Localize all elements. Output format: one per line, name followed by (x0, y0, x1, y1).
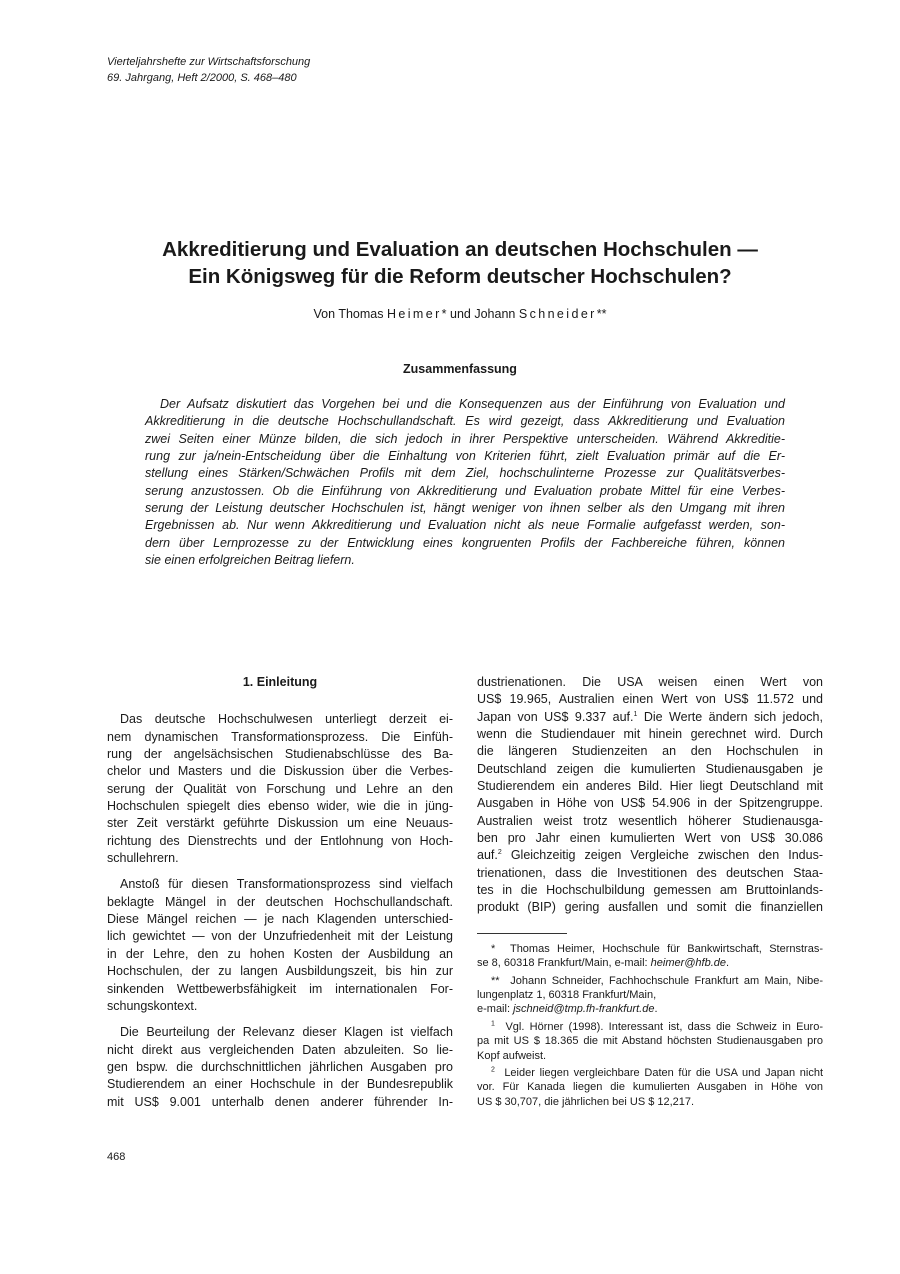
paragraph-3 (107, 1024, 453, 1111)
footnote-line: Kopf aufweist. (477, 1049, 547, 1062)
footnote-line: pa mit US $ 18.365 die mit Abstand höchsten Studienausgaben pro (477, 1035, 823, 1048)
text-line: in der Lehre, den zu hohen Kosten der Ausbildung an (107, 946, 453, 961)
paragraph-2 (107, 876, 453, 1015)
footnote-line: * Thomas Heimer, Hochschule für Bankwirtschaft, Sternstras- (491, 942, 823, 955)
abstract-line: dern über Lernprozesse zu der Entwicklung eines kongruenten Profils der Fachbereiche führen, können (145, 535, 785, 550)
abstract-heading: Zusammenfassung (403, 362, 517, 376)
author-2-footnote-mark: ** (596, 307, 607, 321)
footnote-line: ** Johann Schneider, Fachhochschule Frankfurt am Main, Nibe- (491, 974, 823, 987)
text-line: Hochschulen spiegelt dies ebenso wider, wie die in jüng- (107, 799, 453, 814)
text-line: Die Beurteilung der Relevanz dieser Klagen ist vielfach (120, 1025, 453, 1040)
text-line: schullehrern. (107, 851, 179, 866)
article-title (100, 236, 820, 290)
abstract-line: Akkreditierung in die deutsche Hochschullandschaft. Es wird gezeigt, dass Akkreditierung und Evaluation (145, 414, 785, 429)
footnote-1 (477, 1020, 823, 1063)
text-line: Ausgaben in Höhe von US$ 54.906 in der Spitzengruppe. (477, 796, 823, 811)
abstract-line: sie einen erfolgreichen Beitrag liefern. (145, 553, 355, 568)
journal-header (107, 54, 310, 86)
footnote-double-star (477, 974, 823, 1017)
email-link[interactable]: jschneid@tmp.fh-frankfurt.de (513, 1003, 655, 1016)
text-line: rung der angelsächsischen Studienabschlüsse des Ba- (107, 747, 453, 762)
footnotes (477, 942, 823, 1109)
paragraph-1 (107, 711, 453, 867)
title-line-1: Akkreditierung und Evaluation an deutschen Hochschulen — (162, 238, 758, 261)
author-prefix: Von Thomas (313, 307, 384, 321)
abstract-line: rung zur ja/nein-Entscheidung über die Einhaltung von Kriterien führt, zielt Evaluation primär auf die Er- (145, 449, 785, 464)
section-heading: 1. Einleitung (242, 675, 318, 689)
author-line (100, 307, 820, 321)
text-line: ster Zeit verstärkt geführte Diskussion um eine Neuaus- (107, 816, 453, 831)
footnote-ref-1: 1 (633, 710, 638, 718)
text-line: chelor und Masters und die Diskussion über die Verbes- (107, 764, 453, 779)
abstract-line: serung der Leistung deutscher Hochschulen ist, hängt weniger von ihnen selber als den Umgang mit ihren (145, 501, 785, 516)
footnote-star (477, 942, 823, 971)
text-line: ben pro Jahr einen kumulierten Wert von US$ 30.086 (477, 831, 823, 846)
abstract-line: Ergebnissen ab. Nur wenn Akkreditierung und Evaluation nicht als neue Formalie aufgefasst werden, son- (145, 518, 785, 533)
footnote-ref-2: 2 (497, 849, 502, 857)
title-line-2: Ein Königsweg für die Reform deutscher Hochschulen? (188, 265, 732, 288)
footnote-line: $^2$ Leider liegen vergleichbare Daten für die USA und Japan nicht (491, 1066, 823, 1080)
text-line: mit US$ 9.001 unterhalb denen anderer führender In- (107, 1094, 453, 1109)
text-line: US$ 19.965, Australien einen Wert von US$ 11.572 und (477, 692, 823, 707)
text-line: gen bspw. die durchschnittlichen jährlichen Ausgaben pro (107, 1059, 453, 1074)
text-line: produkt (BIP) gering ausfallen und somit die finanziellen (477, 900, 823, 915)
abstract-line: zwei Seiten einer Münze bilden, die sich jedoch in ihrer Perspektive unterscheiden. Während Akkreditie- (145, 431, 785, 446)
footnote-line: vor. Für Kanada liegen die kumulierten Ausgaben in Höhe von (477, 1081, 823, 1094)
text-line: tes in die Hochschulbildung gemessen am Bruttoinlands- (477, 883, 823, 898)
author-1-footnote-mark: * (441, 307, 447, 321)
journal-name: Vierteljahrshefte zur Wirtschaftsforschung (107, 56, 311, 68)
text-line: Diese Mängel reichen — je nach Klagenden unterschied- (107, 912, 453, 927)
abstract-line: stellung eines Stärken/Schwächen Profils mit dem Ziel, hochschulinterne Prozesse zur Qualitätsverbes- (145, 466, 785, 481)
footnote-line: US $ 30,707, die jährlichen bei US $ 12,217. (477, 1095, 695, 1108)
text-line: Studierendem ein anderes Bild. Hier liegt Deutschland mit (477, 779, 823, 794)
footnote-line: $^1$ Vgl. Hörner (1998). Interessant ist, dass die Schweiz in Euro- (491, 1020, 823, 1033)
left-column (107, 674, 453, 1111)
text-line: wenn die Studiendauer mit hinein gerechnet wird. Durch (477, 727, 823, 742)
text-line: nicht direkt aus vergleichenden Daten abzuleiten. So lie- (107, 1042, 453, 1057)
footnote-line: se 8, 60318 Frankfurt/Main, e-mail: heimer@hfb.de. (477, 957, 730, 970)
text-line: Anstoß für diesen Transformationsprozess sind vielfach (120, 877, 453, 892)
abstract-line: serung anzustossen. Ob die Einführung von Akkreditierung und Evaluation probate Mittel für eine Verbes- (145, 483, 785, 498)
text-line: serung der Qualität von Forschung und Lehre an den (107, 781, 453, 796)
footnote-2 (477, 1066, 823, 1109)
text-line: auf.$^2$ Gleichzeitig zeigen Vergleiche zwischen den Indus- (477, 848, 823, 863)
text-line: Deutschland zeigen die kumulierten Studienausgaben je (477, 761, 823, 776)
right-column (477, 674, 823, 1109)
author-1-surname: Heimer (386, 307, 442, 321)
text-line: Hochschulen, der zu langen Ausbildungszeit, bis hin zur (107, 964, 453, 979)
abstract-body (145, 396, 785, 569)
text-line: richtung des Dienstrechts und der Entlohnung von Hoch- (107, 833, 453, 848)
text-line: sinkenden Wettbewerbsfähigkeit im internationalen For- (107, 981, 453, 996)
text-line: dustrienationen. Die USA weisen einen Wert von (477, 675, 823, 689)
footnote-line: e-mail: jschneid@tmp.fh-frankfurt.de. (477, 1003, 658, 1016)
text-line: Australien weist trotz wesentlich höherer Studienausga- (477, 813, 823, 828)
text-line: schungskontext. (107, 998, 198, 1013)
text-line: lich gewichtet — von der Unzufriedenheit mit der Leistung (107, 929, 453, 944)
text-line: Studierendem an einer Hochschule in der Bundesrepublik (107, 1077, 453, 1092)
email-link[interactable]: heimer@hfb.de (650, 957, 727, 970)
text-line: nem dynamischen Transformationsprozess. Die Einfüh- (107, 729, 453, 744)
text-line: die längeren Studienzeiten an den Hochschulen in (477, 744, 823, 759)
footnote-line: lungenplatz 1, 60318 Frankfurt/Main, (477, 989, 657, 1002)
footnote-divider (477, 933, 567, 934)
abstract-line: Der Aufsatz diskutiert das Vorgehen bei und die Konsequenzen aus der Einführung von Evaluation und (160, 397, 785, 411)
author-2-surname: Schneider (518, 307, 597, 321)
text-line: trienationen, dass die Investitionen des deutschen Staa- (477, 865, 823, 880)
page-number: 468 (107, 1151, 126, 1163)
author-connector: und Johann (450, 307, 516, 321)
journal-issue: 69. Jahrgang, Heft 2/2000, S. 468–480 (107, 72, 297, 84)
text-line: Japan von US$ 9.337 auf.$^1$ Die Werte ändern sich jedoch, (477, 709, 823, 724)
text-line: Das deutsche Hochschulwesen unterliegt derzeit ei- (120, 712, 453, 727)
text-line: beklagte Mängel in der deutschen Hochschullandschaft. (107, 894, 453, 909)
